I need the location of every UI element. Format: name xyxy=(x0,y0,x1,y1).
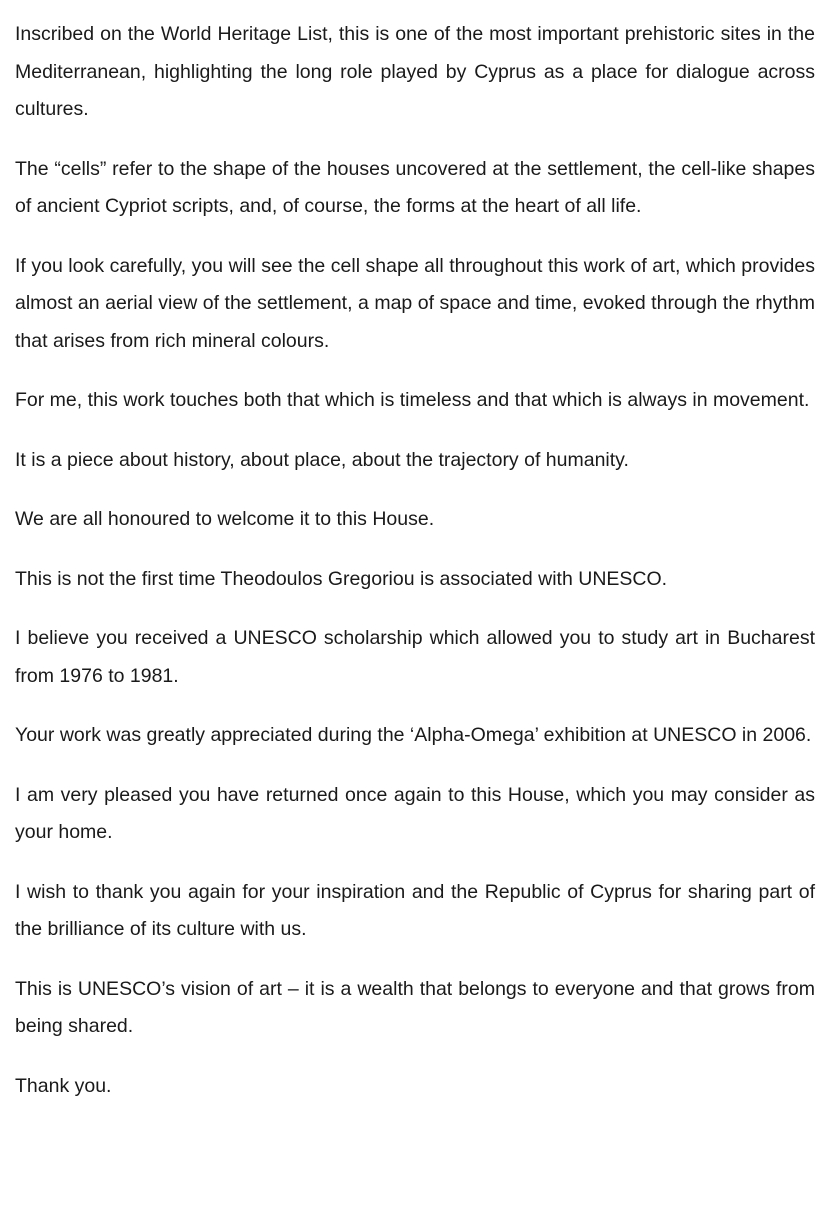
paragraph: I believe you received a UNESCO scholarship which allowed you to study art in Bucharest from 1976 to 1981. xyxy=(15,627,815,687)
paragraph: The “cells” refer to the shape of the houses uncovered at the settlement, the cell-like shapes of ancient Cypriot scripts, and, of course, the forms at the heart of all life. xyxy=(15,157,815,217)
closing-line: Thank you. xyxy=(15,1074,112,1097)
paragraph: I wish to thank you again for your inspiration and the Republic of Cyprus for sharing part of the brilliance of its culture with us. xyxy=(15,880,815,940)
paragraph: Inscribed on the World Heritage List, this is one of the most important prehistoric sites in the Mediterranean, highlighting the long role played by Cyprus as a place for dialogue across cultures. xyxy=(15,23,815,120)
paragraph: This is UNESCO’s vision of art – it is a wealth that belongs to everyone and that grows from being shared. xyxy=(15,977,815,1037)
paragraph: We are all honoured to welcome it to this House. xyxy=(15,508,435,530)
paragraph: For me, this work touches both that which is timeless and that which is always in movement. xyxy=(15,389,810,411)
paragraph: This is not the first time Theodoulos Gregoriou is associated with UNESCO. xyxy=(15,567,668,590)
document-page xyxy=(15,16,815,1105)
paragraph: It is a piece about history, about place, about the trajectory of humanity. xyxy=(15,448,629,471)
paragraph: If you look carefully, you will see the cell shape all throughout this work of art, which provides almost an aerial view of the settlement, a map of space and time, evoked through the rhythm that arises from rich mineral colours. xyxy=(15,254,815,352)
paragraph: I am very pleased you have returned once again to this House, which you may consider as your home. xyxy=(15,783,815,843)
paragraph: Your work was greatly appreciated during the ‘Alpha-Omega’ exhibition at UNESCO in 2006. xyxy=(15,724,812,746)
